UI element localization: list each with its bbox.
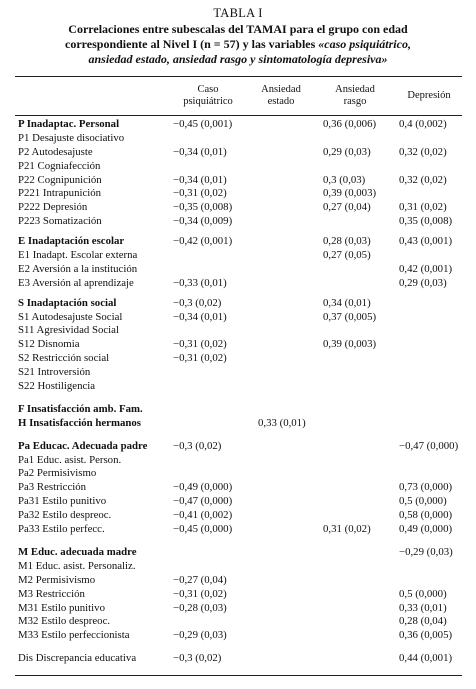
table-title-line-2-text: correspondiente al Nivel I (n = 57) y las variables [65, 37, 316, 51]
header-rasgo-line2: rasgo [343, 96, 367, 107]
row-cell-depresion: 0,36 (0,005) [399, 629, 453, 642]
row-cell-depresion: 0,31 (0,02) [399, 201, 447, 214]
row-label: S12 Disnomia [18, 338, 80, 351]
row-label: M1 Educ. asist. Personaliz. [18, 559, 136, 572]
table-header-rule [15, 115, 462, 116]
table-title-line-2 [0, 37, 476, 51]
row-cell-caso-psiquiatrico: −0,28 (0,03) [173, 601, 227, 614]
table-row [15, 417, 462, 431]
table-row [15, 201, 462, 215]
table-row [15, 146, 462, 160]
row-label: P2 Autodesajuste [18, 145, 93, 158]
row-cell-depresion: 0,58 (0,000) [399, 509, 453, 522]
row-cell-caso-psiquiatrico: −0,3 (0,02) [173, 439, 222, 452]
row-cell-ansiedad-rasgo: 0,39 (0,003) [323, 338, 377, 351]
row-label: Pa1 Educ. asist. Person. [18, 453, 122, 466]
row-cell-caso-psiquiatrico: −0,31 (0,02) [173, 187, 227, 200]
row-cell-caso-psiquiatrico: −0,31 (0,02) [173, 352, 227, 365]
row-cell-caso-psiquiatrico: −0,27 (0,04) [173, 573, 227, 586]
row-spacer [15, 431, 462, 440]
row-cell-caso-psiquiatrico: −0,34 (0,01) [173, 310, 227, 323]
table-title-line-3: ansiedad estado, ansiedad rasgo y sintomatología depresiva» [88, 52, 388, 66]
table-row [15, 652, 462, 666]
row-cell-ansiedad-rasgo: 0,27 (0,04) [323, 201, 371, 214]
row-label: Pa3 Restricción [18, 481, 87, 494]
header-estado-line1: Ansiedad [261, 84, 301, 95]
row-spacer [15, 394, 462, 403]
row-label: M31 Estilo punitivo [18, 601, 105, 614]
row-label: Pa32 Estilo despreoc. [18, 509, 112, 522]
table-row [15, 324, 462, 338]
table-row [15, 602, 462, 616]
row-label: P Inadaptac. Personal [18, 118, 120, 130]
row-label: P22 Cognipunición [18, 173, 102, 186]
row-label: P222 Depresión [18, 201, 88, 214]
table-row [15, 481, 462, 495]
row-cell-ansiedad-rasgo: 0,39 (0,003) [323, 187, 377, 200]
header-caso-line2: psiquiátrico [183, 96, 233, 107]
row-cell-ansiedad-rasgo: 0,37 (0,005) [323, 310, 377, 323]
header-estado-line2: estado [267, 96, 295, 107]
row-cell-caso-psiquiatrico: −0,47 (0,000) [173, 495, 233, 508]
table-bottom-rule [15, 675, 462, 676]
row-cell-depresion: 0,49 (0,000) [399, 523, 453, 536]
row-cell-ansiedad-rasgo: 0,27 (0,05) [323, 249, 371, 262]
row-label: S11 Agresividad Social [18, 324, 119, 337]
row-spacer [15, 643, 462, 652]
table-title-line-1: Correlaciones entre subescalas del TAMAI para el grupo con edad [68, 22, 408, 36]
table-row [15, 403, 462, 417]
table-row [15, 338, 462, 352]
table-row [15, 263, 462, 277]
row-cell-depresion: 0,44 (0,001) [399, 652, 453, 665]
table-row [15, 235, 462, 249]
row-cell-depresion: 0,28 (0,04) [399, 615, 447, 628]
row-label: P221 Intrapunición [18, 187, 102, 200]
row-cell-ansiedad-rasgo: 0,28 (0,03) [323, 235, 371, 248]
row-cell-caso-psiquiatrico: −0,31 (0,02) [173, 338, 227, 351]
row-label: M Educ. adecuada madre [18, 545, 137, 558]
row-cell-caso-psiquiatrico: −0,41 (0,002) [173, 509, 233, 522]
table-row [15, 174, 462, 188]
row-label: E2 Aversión a la institución [18, 262, 138, 275]
row-label: H Insatisfacción hermanos [18, 416, 141, 429]
table-row [15, 118, 462, 132]
table-row [15, 297, 462, 311]
table-row [15, 249, 462, 263]
row-cell-caso-psiquiatrico: −0,45 (0,001) [173, 118, 233, 130]
row-label: E3 Aversión al aprendizaje [18, 276, 134, 289]
header-caso-line1: Caso [197, 84, 219, 95]
row-label: E1 Inadapt. Escolar externa [18, 249, 138, 262]
row-cell-ansiedad-rasgo: 0,3 (0,03) [323, 173, 366, 186]
table-row [15, 311, 462, 325]
row-cell-ansiedad-rasgo: 0,34 (0,01) [323, 296, 371, 309]
table-title-line-2-italic: «caso psiquiátrico, [318, 37, 411, 51]
table-row [15, 352, 462, 366]
table-label: TABLA I [213, 6, 263, 20]
table-row [15, 160, 462, 174]
row-cell-caso-psiquiatrico: −0,45 (0,000) [173, 523, 233, 536]
row-label: S1 Autodesajuste Social [18, 310, 123, 323]
row-cell-caso-psiquiatrico: −0,31 (0,02) [173, 587, 227, 600]
row-cell-depresion: 0,43 (0,001) [399, 235, 453, 248]
row-cell-caso-psiquiatrico: −0,29 (0,03) [173, 629, 227, 642]
table-row [15, 215, 462, 229]
row-cell-depresion: 0,5 (0,000) [399, 587, 447, 600]
table-row [15, 574, 462, 588]
row-cell-depresion: 0,5 (0,000) [399, 495, 447, 508]
table-row [15, 380, 462, 394]
row-label: M32 Estilo despreoc. [18, 615, 111, 628]
table-row [15, 187, 462, 201]
row-cell-depresion: −0,47 (0,000) [399, 439, 459, 452]
row-label: S21 Introversión [18, 366, 91, 379]
table-row [15, 523, 462, 537]
row-label: P1 Desajuste disociativo [18, 131, 125, 144]
row-label: F Insatisfacción amb. Fam. [18, 402, 143, 415]
table-row [15, 277, 462, 291]
row-label: M3 Restricción [18, 587, 85, 600]
header-rasgo-line1: Ansiedad [335, 84, 375, 95]
row-cell-depresion: 0,42 (0,001) [399, 262, 453, 275]
row-cell-caso-psiquiatrico: −0,33 (0,01) [173, 276, 227, 289]
row-cell-ansiedad-rasgo: 0,36 (0,006) [323, 118, 377, 130]
row-cell-ansiedad-rasgo: 0,29 (0,03) [323, 145, 371, 158]
row-cell-depresion: 0,4 (0,002) [399, 118, 447, 130]
row-cell-caso-psiquiatrico: −0,49 (0,000) [173, 481, 233, 494]
row-label: P21 Cogniafección [18, 159, 101, 172]
row-label: Pa Educac. Adecuada padre [18, 439, 148, 452]
row-label: M2 Permisivismo [18, 573, 96, 586]
table-row [15, 546, 462, 560]
row-cell-depresion: 0,33 (0,01) [399, 601, 447, 614]
row-cell-caso-psiquiatrico: −0,34 (0,009) [173, 215, 233, 228]
row-cell-ansiedad-rasgo: 0,31 (0,02) [323, 523, 371, 536]
row-cell-depresion: 0,29 (0,03) [399, 276, 447, 289]
table-row [15, 440, 462, 454]
row-label: P223 Somatización [18, 215, 102, 228]
row-cell-depresion: 0,35 (0,008) [399, 215, 453, 228]
row-cell-caso-psiquiatrico: −0,35 (0,008) [173, 201, 233, 214]
table-row [15, 588, 462, 602]
table-top-rule [15, 76, 462, 77]
row-cell-ansiedad-estado: 0,33 (0,01) [258, 416, 306, 429]
table-row [15, 454, 462, 468]
header-ansiedad-rasgo [318, 84, 392, 108]
row-label: Dis Discrepancia educativa [18, 652, 137, 665]
table-row [15, 132, 462, 146]
row-label: S Inadaptación social [18, 296, 117, 309]
header-depresion [392, 90, 466, 102]
table-row [15, 495, 462, 509]
row-label: Pa33 Estilo perfecc. [18, 523, 105, 536]
row-label: S2 Restricción social [18, 352, 110, 365]
table-body [15, 118, 462, 666]
header-caso-psiquiatrico [160, 84, 256, 108]
header-depresion-line1: Depresión [407, 90, 451, 101]
row-cell-caso-psiquiatrico: −0,34 (0,01) [173, 173, 227, 186]
table-row [15, 615, 462, 629]
row-cell-caso-psiquiatrico: −0,34 (0,01) [173, 145, 227, 158]
row-cell-depresion: −0,29 (0,03) [399, 545, 453, 558]
row-cell-depresion: 0,32 (0,02) [399, 173, 447, 186]
row-spacer [15, 537, 462, 546]
header-ansiedad-estado [246, 84, 316, 108]
row-cell-depresion: 0,73 (0,000) [399, 481, 453, 494]
table-row [15, 560, 462, 574]
table-row [15, 467, 462, 481]
row-cell-caso-psiquiatrico: −0,3 (0,02) [173, 652, 222, 665]
row-label: M33 Estilo perfeccionista [18, 629, 130, 642]
row-cell-depresion: 0,32 (0,02) [399, 145, 447, 158]
table-row [15, 366, 462, 380]
row-cell-caso-psiquiatrico: −0,42 (0,001) [173, 235, 233, 248]
table-row [15, 509, 462, 523]
row-label: Pa31 Estilo punitivo [18, 495, 107, 508]
row-cell-caso-psiquiatrico: −0,3 (0,02) [173, 296, 222, 309]
row-label: E Inadaptación escolar [18, 235, 125, 248]
row-label: S22 Hostiligencia [18, 380, 96, 393]
table-row [15, 629, 462, 643]
row-label: Pa2 Permisivismo [18, 467, 97, 480]
